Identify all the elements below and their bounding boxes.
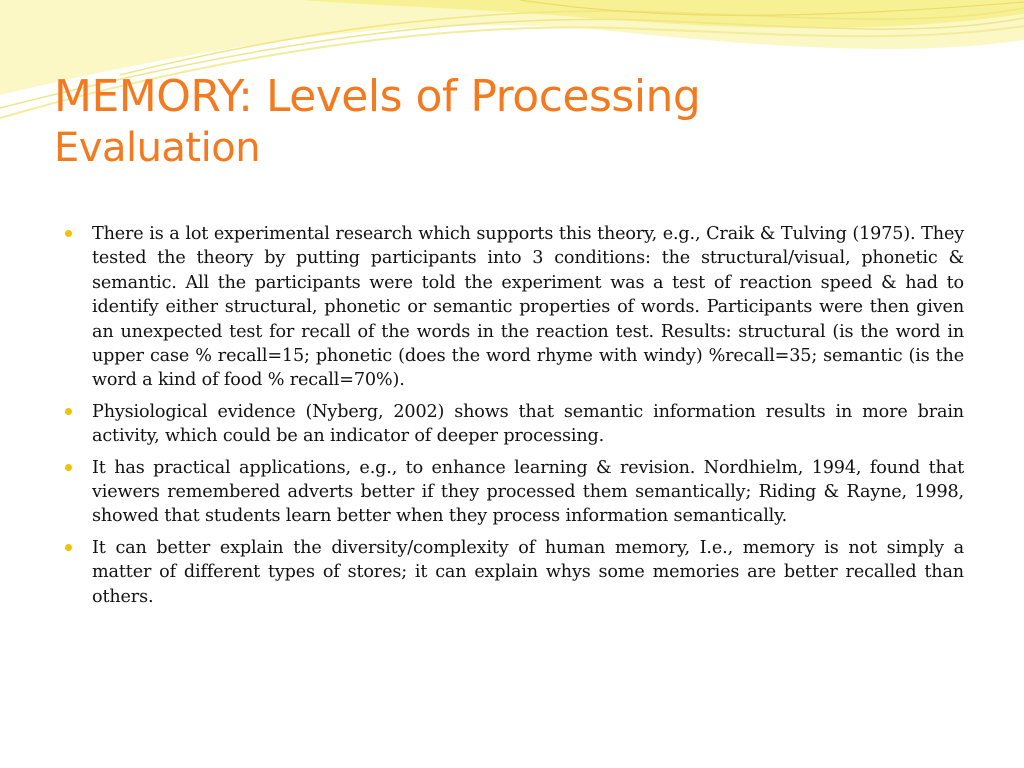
bullet-item-applications — [62, 456, 964, 529]
bullet-item-diversity — [62, 536, 964, 609]
bullet-item-physiological — [62, 400, 964, 449]
bullet-dot-icon — [65, 464, 72, 471]
bullet-dot-icon — [65, 544, 72, 551]
slide-title-main: MEMORY: Levels of Processing — [54, 71, 701, 122]
bullet-text: There is a lot experimental research which supports this theory, e.g., Craik & Tulving (1975). They tested the theory by putting participants into 3 conditions: the structural/visual, phonetic & semantic. All the participants were told the experiment was a test of reaction speed & had to identify either structural, phonetic or semantic properties of words. Participants were then given an unexpected test for recall of the words in the reaction test. Results: structural (is the word in upper case % recall=15; phonetic (does the word rhyme with windy) %recall=35; semantic (is the word a kind of food % recall=70%). — [92, 224, 964, 391]
slide-title — [54, 72, 974, 171]
bullet-text: It has practical applications, e.g., to enhance learning & revision. Nordhielm, 1994, found that viewers remembered adverts better if they processed them semantically; Riding & Rayne, 1998, showed that students learn better when they process information semantically. — [92, 457, 964, 527]
bullet-list — [62, 222, 964, 609]
bullet-dot-icon — [65, 230, 72, 237]
bullet-text: Physiological evidence (Nyberg, 2002) shows that semantic information results in more brain activity, which could be an indicator of deeper processing. — [92, 401, 964, 447]
bullet-item-research — [62, 222, 964, 393]
bullet-dot-icon — [65, 408, 72, 415]
slide-title-sub: Evaluation — [54, 124, 261, 171]
bullet-text: It can better explain the diversity/complexity of human memory, I.e., memory is not simply a matter of different types of stores; it can explain whys some memories are better recalled than others. — [92, 537, 964, 607]
slide-content — [62, 222, 964, 616]
